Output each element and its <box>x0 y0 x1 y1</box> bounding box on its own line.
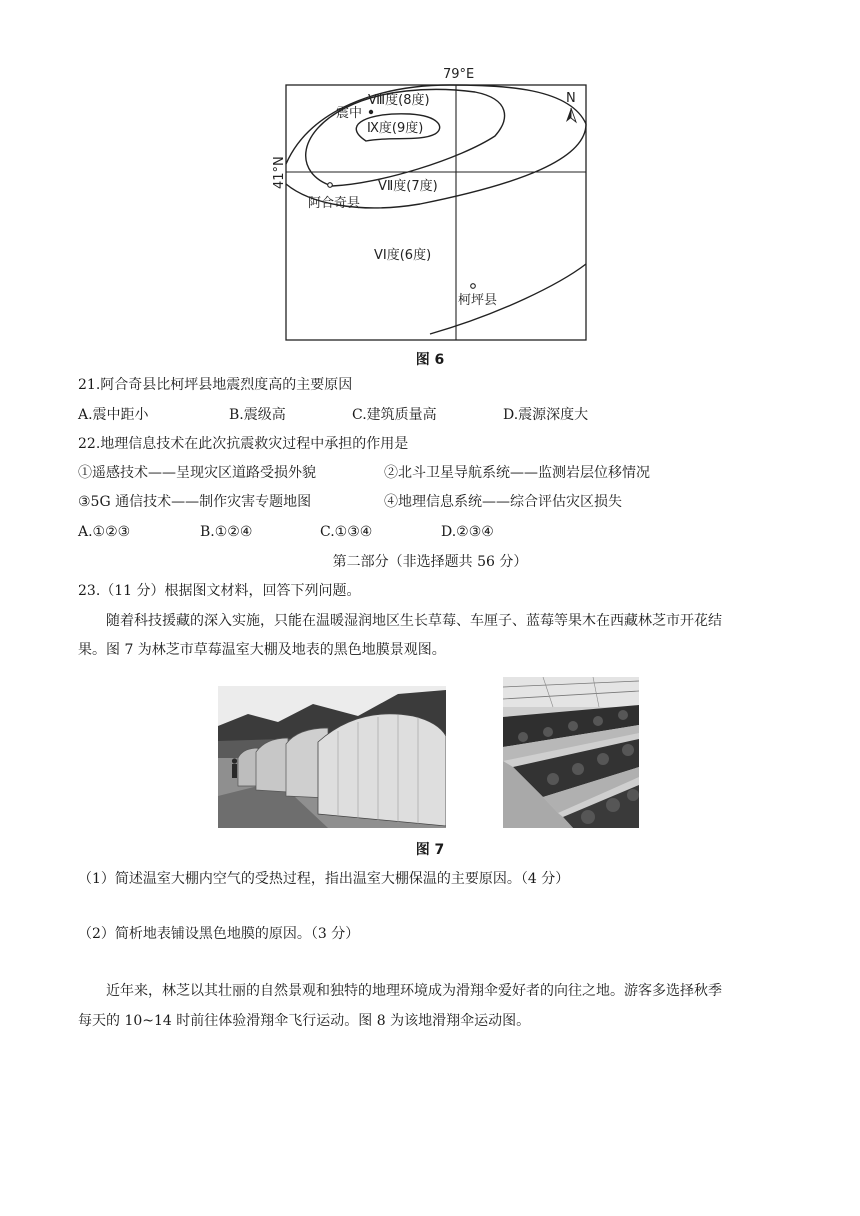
q23-paragraph-2-line-1: 近年来，林芝以其壮丽的自然景观和独特的地理环境成为滑翔伞爱好者的向往之地。游客多选择秋季 <box>106 983 722 999</box>
q23-paragraph-1-line-1: 随着科技援藏的深入实施，只能在温暖湿润地区生长草莓、车厘子、蓝莓等果木在西藏林芝市开花结 <box>106 613 722 629</box>
lon-label: 79°E <box>443 67 475 82</box>
greenhouse-photo <box>218 686 446 828</box>
q22-item-1: ①遥感技术——呈现灾区道路受损外貌 <box>78 465 316 481</box>
q22-item-2: ②北斗卫星导航系统——监测岩层位移情况 <box>384 465 650 481</box>
q23-sub-question-2: （2）简析地表铺设黑色地膜的原因。（3 分） <box>78 926 360 942</box>
q23-sub-question-1: （1）简述温室大棚内空气的受热过程，指出温室大棚保温的主要原因。（4 分） <box>78 871 570 887</box>
keping-point <box>471 284 476 289</box>
label-intensity-6: ⅤⅠ度(6度) <box>374 248 432 263</box>
q22-item-3: ③5G 通信技术——制作灾害专题地图 <box>78 494 312 510</box>
intensity-map-svg <box>270 64 600 349</box>
q21-option-a: A.震中距小 <box>78 407 149 423</box>
q22-option-a: A.①②③ <box>78 524 131 540</box>
q22-option-c: C.①③④ <box>320 524 373 540</box>
q23-paragraph-1-line-2: 果。图 7 为林芝市草莓温室大棚及地表的黑色地膜景观图。 <box>78 642 446 658</box>
north-arrow-icon <box>566 108 571 122</box>
label-keping: 柯坪县 <box>458 293 498 308</box>
north-label: N <box>566 91 576 106</box>
isoseismal-6 <box>430 264 586 334</box>
q22-item-4: ④地理信息系统——综合评估灾区损失 <box>384 494 622 510</box>
q22-stem: 22.地理信息技术在此次抗震救灾过程中承担的作用是 <box>78 436 409 452</box>
q21-stem: 21.阿合奇县比柯坪县地震烈度高的主要原因 <box>78 377 353 393</box>
label-intensity-9: Ⅸ度(9度) <box>367 121 424 136</box>
figure-6-map <box>270 64 600 349</box>
lat-label: 41°N <box>272 156 287 189</box>
label-intensity-8: Ⅷ度(8度) <box>368 93 430 108</box>
q21-option-c: C.建筑质量高 <box>352 407 437 423</box>
q23-paragraph-2-line-2: 每天的 10~14 时前往体验滑翔伞飞行运动。图 8 为该地滑翔伞运动图。 <box>78 1013 531 1029</box>
epicenter-point <box>369 110 373 114</box>
label-aheqi: 阿合奇县 <box>308 196 361 211</box>
q21-option-b: B.震级高 <box>229 407 286 423</box>
label-intensity-7: ⅤⅡ度(7度) <box>378 179 438 194</box>
black-film-photo <box>503 677 639 828</box>
figure-6-caption: 图 6 <box>415 352 445 368</box>
figure-7-caption: 图 7 <box>415 842 445 858</box>
aheqi-point <box>328 183 333 188</box>
q23-stem: 23.（11 分）根据图文材料，回答下列问题。 <box>78 583 361 599</box>
label-epicenter: 震中 <box>336 106 363 121</box>
map-frame <box>286 85 586 340</box>
part-2-heading: 第二部分（非选择题共 56 分） <box>332 554 528 570</box>
q22-option-d: D.②③④ <box>441 524 494 540</box>
q22-option-b: B.①②④ <box>200 524 253 540</box>
q21-option-d: D.震源深度大 <box>503 407 589 423</box>
